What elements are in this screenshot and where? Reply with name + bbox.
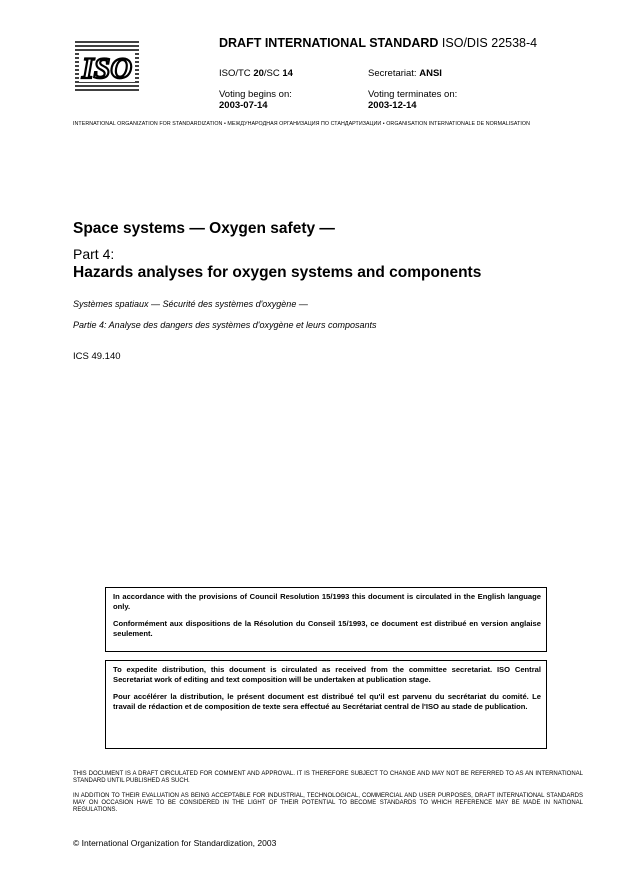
voting-terminates-label: Voting terminates on:	[368, 89, 458, 100]
voting-terminates-date: 2003-12-14	[368, 100, 417, 111]
secretariat	[368, 68, 442, 79]
french-part-title: Partie 4: Analyse des dangers des systèmes d'oxygène et leurs composants	[73, 320, 377, 330]
part-title: Hazards analyses for oxygen systems and components	[73, 264, 482, 281]
iso-logo-text: ISO	[81, 52, 133, 85]
committee-sc: 14	[282, 68, 293, 79]
secretariat-value: ANSI	[419, 68, 442, 79]
language-notice-en: In accordance with the provisions of Council Resolution 15/1993 this document is circulated in the English language only.	[113, 592, 541, 611]
voting-begins-label: Voting begins on:	[219, 89, 292, 100]
regulation-disclaimer: IN ADDITION TO THEIR EVALUATION AS BEING ACCEPTABLE FOR INDUSTRIAL, TECHNOLOGICAL, COMMERCIAL AND USER PURPOSES, DRAFT INTERNATIONAL STANDARDS MAY ON OCCASION HAVE TO BE CONSIDERED IN THE LIGHT OF THEIR POTENTIAL TO BECOME STANDARDS TO WHICH REFERENCE MAY BE MADE IN NATIONAL REGULATIONS.	[73, 793, 583, 814]
ics-code: ICS 49.140	[73, 351, 121, 362]
draft-standard-label: DRAFT INTERNATIONAL STANDARD	[219, 36, 439, 50]
draft-disclaimer: THIS DOCUMENT IS A DRAFT CIRCULATED FOR COMMENT AND APPROVAL. IT IS THEREFORE SUBJECT TO CHANGE AND MAY NOT BE REFERRED TO AS AN INTERNATIONAL STANDARD UNTIL PUBLISHED AS SUCH.	[73, 771, 583, 785]
secretariat-label: Secretariat:	[368, 68, 420, 79]
iso-logo-graphic	[75, 40, 139, 92]
distribution-notice-en: To expedite distribution, this document is circulated as received from the committee secretariat. ISO Central Secretariat work of editing and text composition will be undertaken at publication stage.	[113, 665, 541, 684]
iso-logo	[75, 40, 139, 92]
language-notice-fr: Conformément aux dispositions de la Résolution du Conseil 15/1993, ce document est distribué en version anglaise seulement.	[113, 619, 541, 638]
language-notice-box	[105, 587, 547, 652]
organization-names-line: INTERNATIONAL ORGANIZATION FOR STANDARDIZATION • МЕЖДУНАРОДНАЯ ОРГАНИЗАЦИЯ ПО СТАНДАРТИЗАЦИИ • ORGANISATION INTERNATIONALE DE NORMALISATION	[73, 121, 530, 127]
committee	[219, 68, 293, 79]
committee-prefix: ISO/TC	[219, 68, 254, 79]
french-title: Systèmes spatiaux — Sécurité des systèmes d'oxygène —	[73, 299, 308, 309]
committee-tc: 20	[253, 68, 264, 79]
document-type-title	[219, 36, 537, 50]
distribution-notice-fr: Pour accélérer la distribution, le présent document est distribué tel qu'il est parvenu du secrétariat du comité. Le travail de rédaction et de composition de texte sera effectué au Secrétariat central de l'ISO au stade de publication.	[113, 692, 541, 711]
document-title: Space systems — Oxygen safety —	[73, 220, 335, 237]
committee-sc-prefix: /SC	[263, 68, 283, 79]
voting-terminates	[368, 89, 457, 111]
part-label: Part 4:	[73, 246, 115, 262]
voting-begins	[219, 89, 292, 111]
distribution-notice-box	[105, 660, 547, 749]
document-number: ISO/DIS 22538-4	[441, 36, 538, 50]
voting-begins-date: 2003-07-14	[219, 100, 268, 111]
copyright-notice: © International Organization for Standardization, 2003	[73, 838, 277, 848]
